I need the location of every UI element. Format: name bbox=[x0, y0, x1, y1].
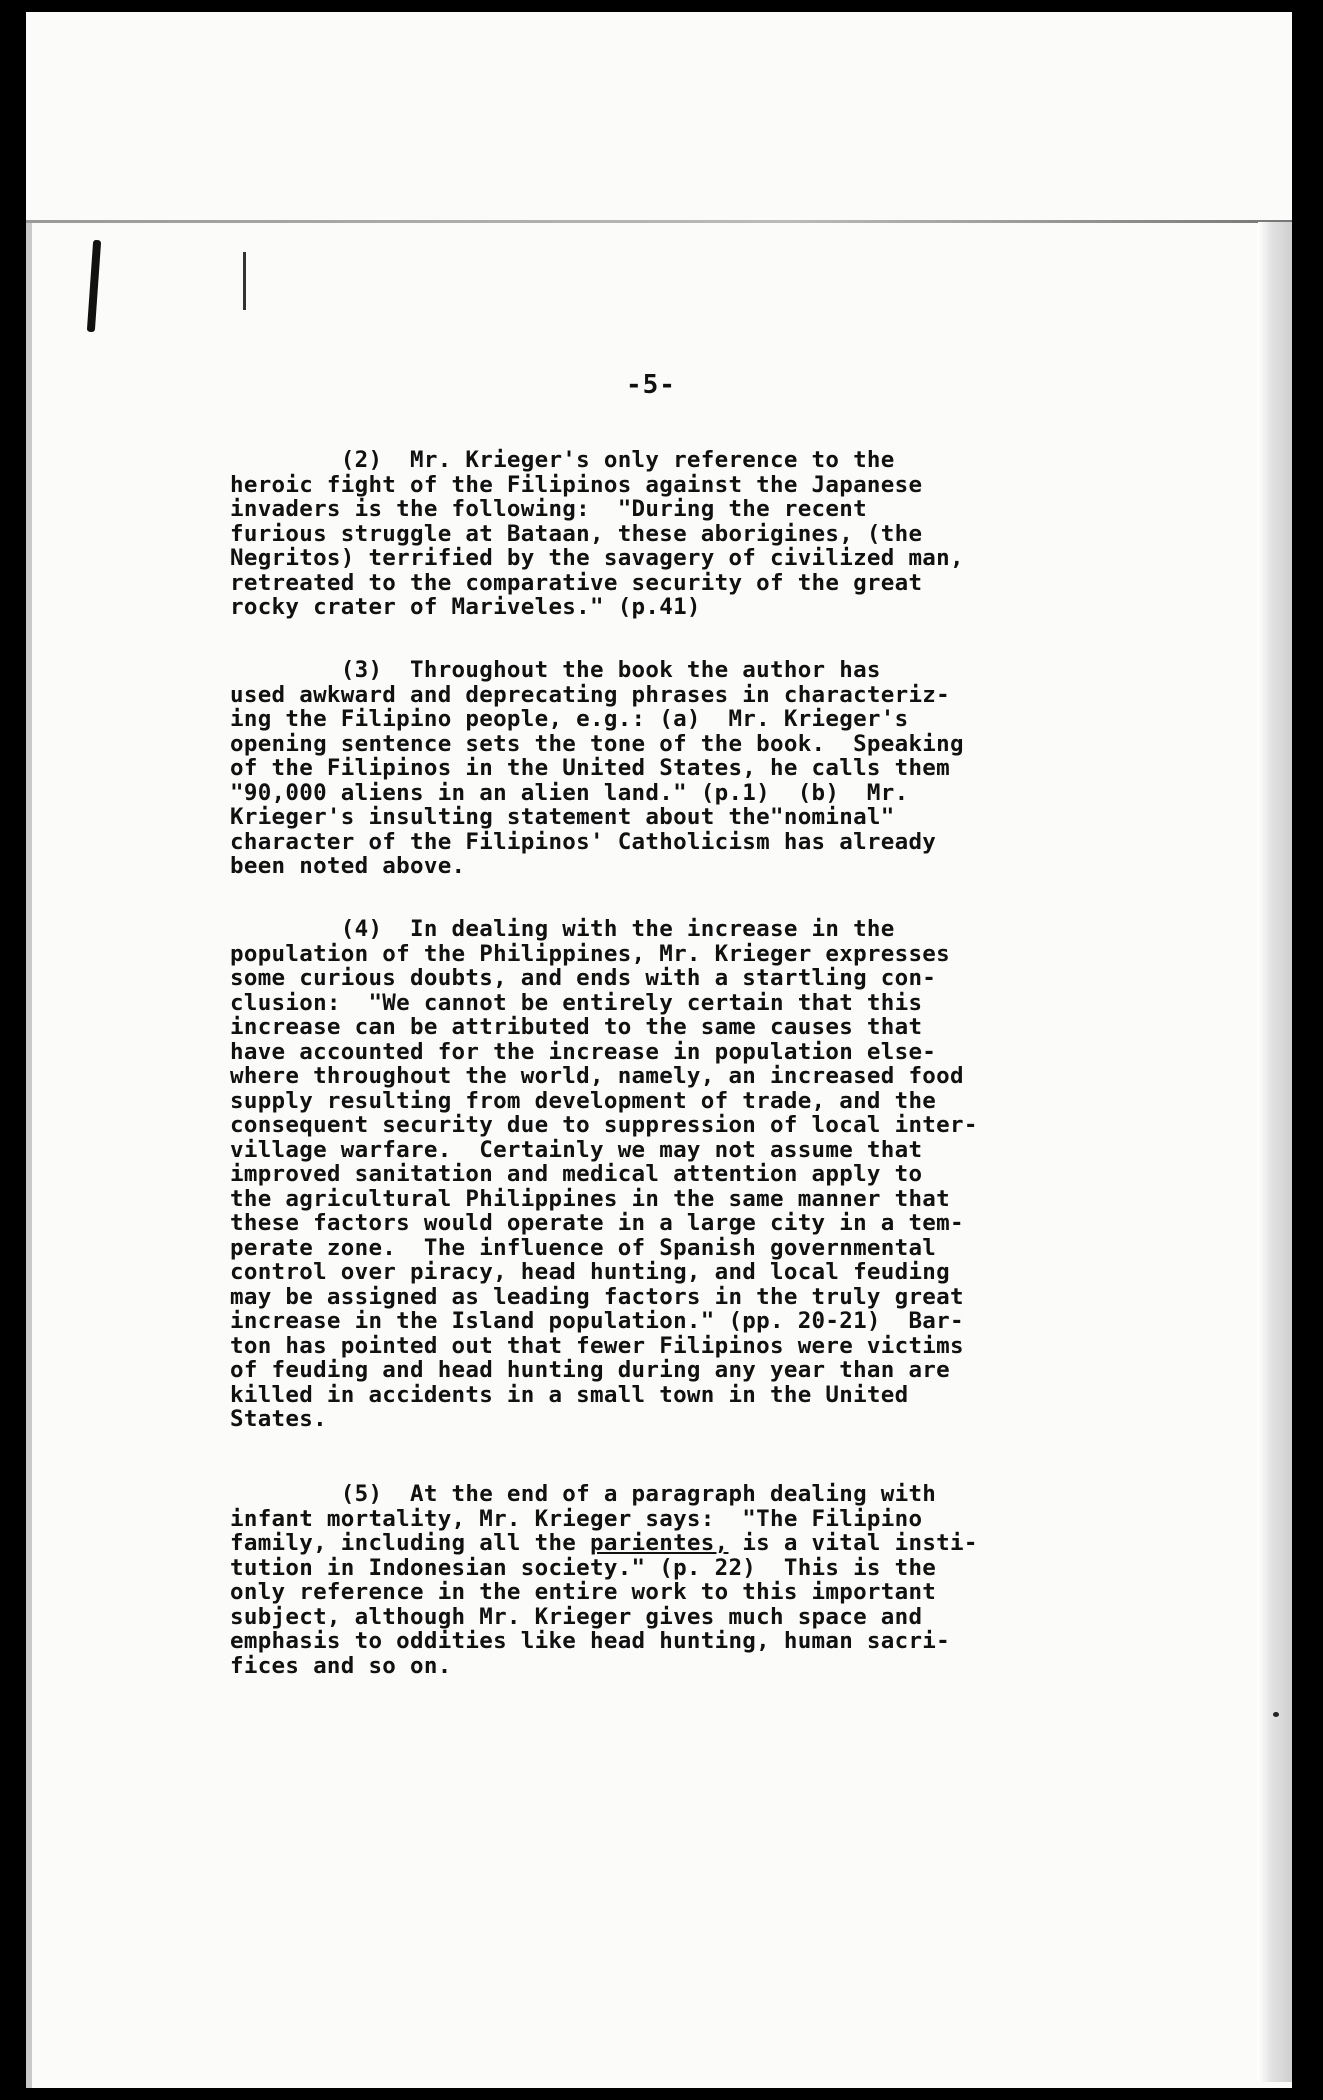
paragraph-line: control over piracy, head hunting, and local feuding bbox=[230, 1259, 950, 1285]
text-fragment: is a vital insti- bbox=[728, 1530, 978, 1556]
paragraph-line: ing the Filipino people, e.g.: (a) Mr. Krieger's bbox=[230, 706, 909, 732]
paragraph-line: village warfare. Certainly we may not assume that bbox=[230, 1136, 923, 1163]
binding-mark-secondary bbox=[243, 252, 246, 310]
paragraph-line: (5) At the end of a paragraph dealing with bbox=[230, 1481, 937, 1507]
paragraph-line: population of the Philippines, Mr. Krieger expresses bbox=[230, 940, 950, 967]
paragraph-line: where throughout the world, namely, an increased food bbox=[230, 1063, 964, 1089]
page-edge-shadow bbox=[1258, 222, 1292, 2082]
paragraph-2 bbox=[230, 448, 1110, 620]
paragraph-line: "90,000 aliens in an alien land." (p.1) (b) Mr. bbox=[230, 779, 909, 806]
page-number: -5- bbox=[626, 370, 676, 400]
paragraph-line: rocky crater of Mariveles." (p.41) bbox=[230, 594, 701, 620]
paragraph-line: consequent security due to suppression of local inter- bbox=[230, 1112, 978, 1138]
paragraph-line: clusion: "We cannot be entirely certain that this bbox=[230, 989, 923, 1016]
paragraph-line: been noted above. bbox=[230, 853, 466, 879]
paragraph-line: of the Filipinos in the United States, he calls them bbox=[230, 755, 950, 781]
paragraph-line: only reference in the entire work to this important bbox=[230, 1579, 937, 1605]
paragraph-line: may be assigned as leading factors in the truly great bbox=[230, 1283, 964, 1310]
paragraph-line: retreated to the comparative security of the great bbox=[230, 569, 923, 596]
scan-speck bbox=[1273, 1712, 1279, 1717]
document-page bbox=[26, 12, 1292, 2088]
paragraph-line: furious struggle at Bataan, these aborigines, (the bbox=[230, 520, 923, 547]
paragraph-line: ton has pointed out that fewer Filipinos were victims bbox=[230, 1332, 964, 1359]
paragraph-line: Krieger's insulting statement about the"nominal" bbox=[230, 804, 895, 830]
paragraph-line: perate zone. The influence of Spanish governmental bbox=[230, 1234, 937, 1261]
paragraph-line: heroic fight of the Filipinos against the Japanese bbox=[230, 471, 923, 498]
paragraph-line: increase in the Island population." (pp. 20-21) Bar- bbox=[230, 1308, 964, 1334]
paragraph-line: emphasis to oddities like head hunting, human sacri- bbox=[230, 1628, 950, 1654]
paragraph-line: killed in accidents in a small town in the United bbox=[230, 1381, 909, 1408]
paragraph-line: Negritos) terrified by the savagery of civilized man, bbox=[230, 545, 964, 571]
text-fragment: family, including all the bbox=[230, 1530, 590, 1556]
paragraph-line: (2) Mr. Krieger's only reference to the bbox=[230, 447, 895, 473]
paragraph-line: States. bbox=[230, 1406, 327, 1432]
paragraph-line: subject, although Mr. Krieger gives much space and bbox=[230, 1603, 923, 1630]
paragraph-line: supply resulting from development of trade, and the bbox=[230, 1087, 937, 1114]
paragraph-line: the agricultural Philippines in the same manner that bbox=[230, 1185, 950, 1212]
paragraph-4 bbox=[230, 917, 1110, 1432]
paragraph-line: these factors would operate in a large city in a tem- bbox=[230, 1210, 964, 1236]
paragraph-line: some curious doubts, and ends with a startling con- bbox=[230, 965, 937, 991]
paragraph-line: used awkward and deprecating phrases in characteriz- bbox=[230, 681, 950, 708]
sheet-left-shadow bbox=[26, 223, 32, 2088]
paragraph-line: character of the Filipinos' Catholicism has already bbox=[230, 828, 937, 855]
paragraph-line: invaders is the following: "During the recent bbox=[230, 496, 867, 522]
paragraph-line: opening sentence sets the tone of the book. Speaking bbox=[230, 730, 964, 757]
paragraph-line: increase can be attributed to the same causes that bbox=[230, 1014, 923, 1040]
paragraph-line: improved sanitation and medical attention apply to bbox=[230, 1161, 923, 1187]
binding-mark bbox=[87, 240, 101, 332]
underlined-term: parientes, bbox=[590, 1530, 729, 1556]
paragraph-5 bbox=[230, 1482, 1110, 1678]
paragraph-line: have accounted for the increase in population else- bbox=[230, 1038, 937, 1065]
paragraph-line: fices and so on. bbox=[230, 1652, 452, 1679]
paragraph-line: infant mortality, Mr. Krieger says: "The Filipino bbox=[230, 1505, 923, 1532]
paragraph-line bbox=[230, 1531, 1110, 1556]
paragraph-line: (4) In dealing with the increase in the bbox=[230, 916, 895, 942]
paragraph-line: (3) Throughout the book the author has bbox=[230, 657, 881, 683]
paragraph-3 bbox=[230, 658, 1110, 879]
sheet-overlap-edge bbox=[26, 220, 1292, 223]
paragraph-line: tution in Indonesian society." (p. 22) This is the bbox=[230, 1554, 937, 1581]
paragraph-line: of feuding and head hunting during any year than are bbox=[230, 1357, 950, 1383]
